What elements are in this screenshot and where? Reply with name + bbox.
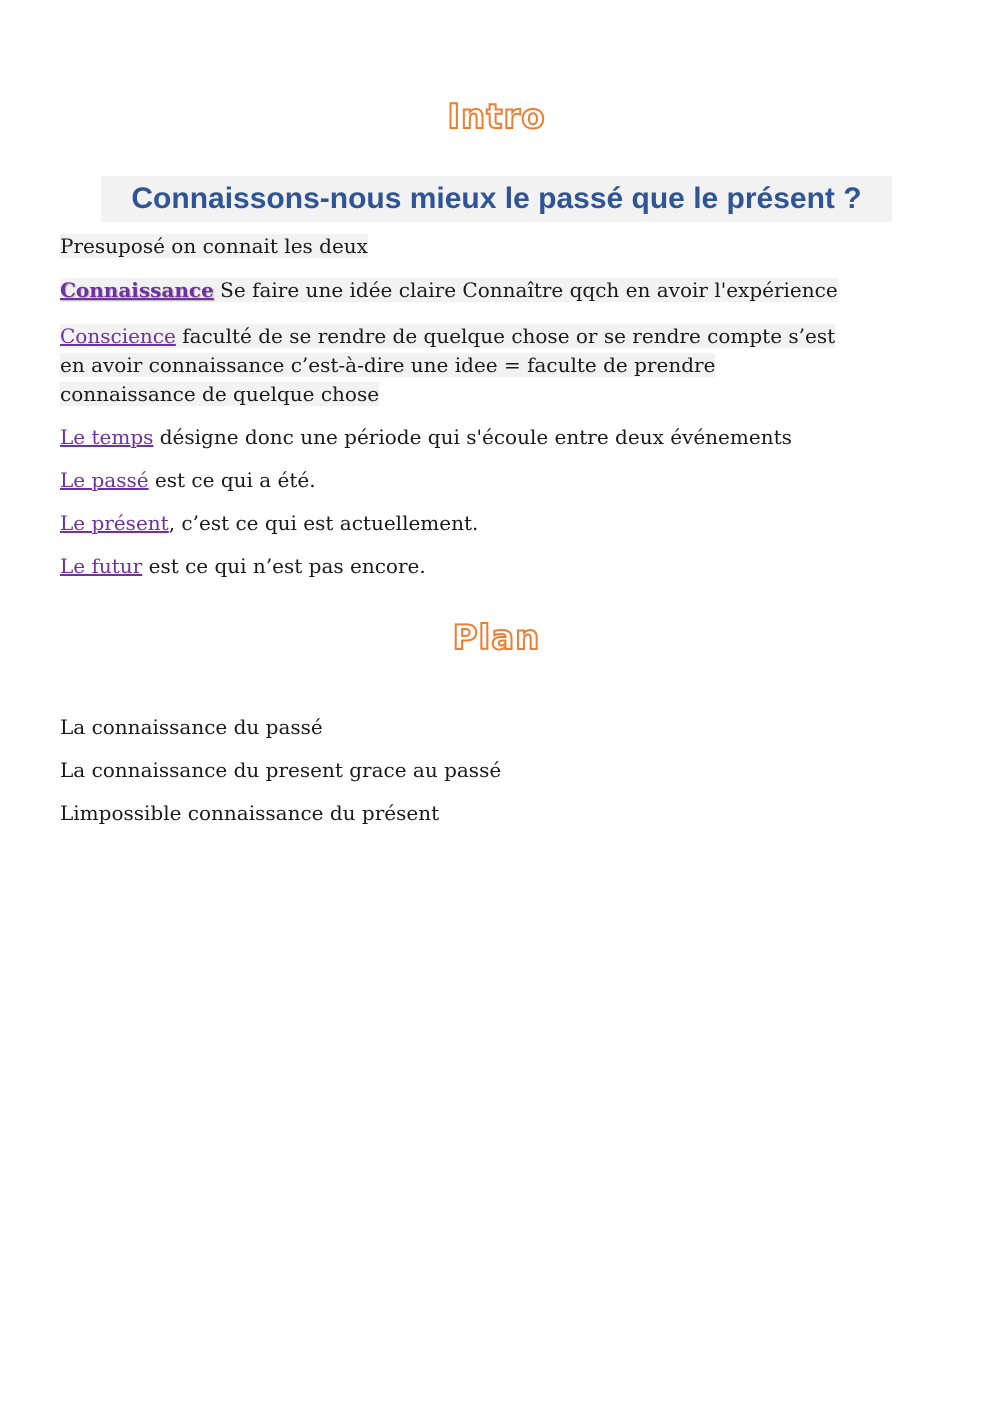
temps-definition xyxy=(60,423,792,452)
present-definition xyxy=(60,509,478,538)
connaissance-term: Connaissance xyxy=(60,278,214,302)
plan-item-3: Limpossible connaissance du présent xyxy=(60,801,440,825)
conscience-text-1: faculté de se rendre de quelque chose or se rendre compte s’est xyxy=(175,324,836,348)
connaissance-highlight xyxy=(60,278,838,302)
plan-item-1: La connaissance du passé xyxy=(60,715,323,739)
conscience-definition xyxy=(60,322,835,409)
conscience-line-2: en avoir connaissance c’est-à-dire une idee = faculte de prendre xyxy=(60,353,716,377)
conscience-line-1 xyxy=(60,324,835,348)
plan-heading: Plan xyxy=(452,618,541,658)
presupose-line xyxy=(60,232,368,261)
connaissance-text: Se faire une idée claire Connaître qqch en avoir l'expérience xyxy=(213,278,838,302)
connaissance-definition xyxy=(60,276,838,305)
futur-text: est ce qui n’est pas encore. xyxy=(142,554,426,578)
futur-term: Le futur xyxy=(60,554,143,578)
present-term: Le présent xyxy=(60,511,169,535)
passe-term: Le passé xyxy=(60,468,149,492)
present-text: , c’est ce qui est actuellement. xyxy=(168,511,479,535)
futur-definition xyxy=(60,552,426,581)
passe-text: est ce qui a été. xyxy=(148,468,316,492)
temps-term: Le temps xyxy=(60,425,154,449)
presupose-text: Presuposé on connait les deux xyxy=(60,234,368,258)
plan-item-2: La connaissance du present grace au passé xyxy=(60,758,502,782)
temps-text: désigne donc une période qui s'écoule entre deux événements xyxy=(153,425,792,449)
page-title: Connaissons-nous mieux le passé que le présent ? xyxy=(101,176,892,222)
passe-definition xyxy=(60,466,316,495)
conscience-line-3: connaissance de quelque chose xyxy=(60,382,380,406)
intro-heading: Intro xyxy=(447,97,546,137)
conscience-term: Conscience xyxy=(60,324,176,348)
